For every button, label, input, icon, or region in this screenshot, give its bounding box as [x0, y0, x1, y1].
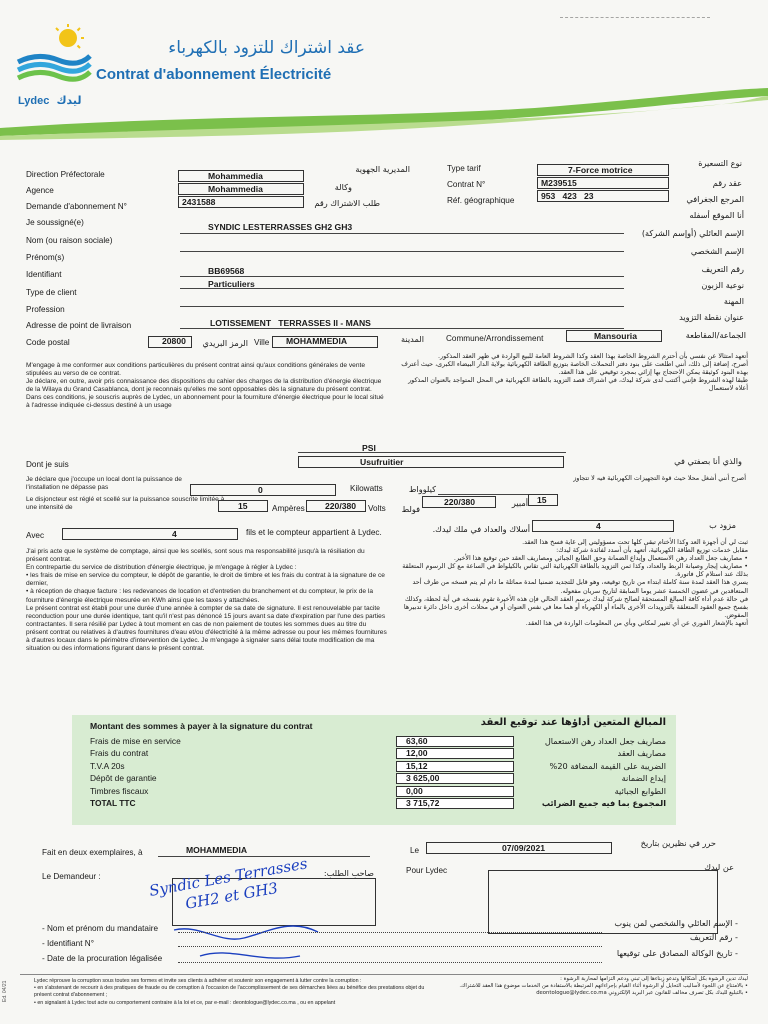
label-adresse: Adresse de point de livraison [26, 321, 132, 330]
field-label-agence: Agence [26, 186, 54, 195]
ar-mandataire-id: - رقم التعريف [690, 932, 738, 942]
ar-nom: الإسم العائلي (أوإسم الشركة) [641, 228, 744, 238]
label-code-postal: Code postal [26, 338, 70, 347]
conditions-fr-3: • les frais de mise en service du compteur, le dépôt de garantie, le droit de timbre et les frais du contrat à la signature de ce dernier, [26, 572, 385, 588]
field-ar-direction: المديرية الجهوية [355, 164, 410, 174]
engagement-ar [398, 352, 748, 392]
amount-label: Dépôt de garantie [90, 773, 157, 784]
label-type-client: Type de client [26, 288, 77, 297]
value-volt: 220/380 [325, 501, 357, 511]
conditions-ar-1: ثبت لي أن أجهزة العد وكذا الأختام تبقى كلها تحت مسؤوليتي إلى غاية فسخ هذا العقد. [522, 538, 748, 546]
ar-commune: الجماعة/المقاطعة [685, 330, 746, 340]
title-ar: عقد اشتراك للتزود بالكهرباء [168, 38, 365, 58]
amounts-title-ar: المبالغ المتعين أداؤها عند توقيع العقد [480, 717, 666, 728]
logo-text-fr: Lydec [18, 95, 50, 107]
line-nom [180, 233, 624, 234]
label-kw: Kilowatts [350, 484, 383, 493]
footer-divider [20, 974, 748, 975]
line-prenom [180, 251, 624, 252]
line-adresse [180, 328, 624, 329]
engagement-ar-1: أتعهد امتثالا عن نفسي بأن أحترم الشروط الخاصة بهذا العقد وكذا الشروط العامة للبيع الواردة في ظهر العقد المذكور. [437, 352, 748, 360]
logo-text-ar: ليدك [56, 94, 82, 107]
amount-value: 3 625,00 [406, 773, 440, 784]
box-fils-ar [532, 520, 674, 532]
amount-value: 0,00 [406, 785, 423, 796]
field-value-tarif: 7-Force motrice [568, 165, 633, 175]
amount-row-total [72, 797, 676, 809]
amount-row [72, 735, 676, 747]
box-kw [190, 484, 336, 496]
field-ar-ref: المرجع الجغرافي [686, 194, 744, 204]
value-type-client: Particuliers [208, 279, 255, 289]
field-value-ref: 953 423 23 [541, 191, 594, 201]
conditions-ar-6: في حالة عدم أداء كافة المبالغ المستحقة لصالح شركة ليدك برسم العقد الحالي فإن هذه الأخيرة تقوم بفسخه في أية لحظة، وكذلك بفسخ جميع العقود المتعلقة بالتزويدات الأخرى بالماء أو الكهرباء أو هما معا في نفس العنوان أو في محلات أخرى داخل دائرة تدبيرها المفوض. [403, 594, 748, 619]
conditions-fr-4: • à réception de chaque facture : les redevances de location et d'entretien du branchement et du compteur, le prix de la fourniture d'énergie électrique mesurée en KWh ainsi que les taxes y attachées. [26, 588, 374, 604]
amount-label: T.V.A 20s [90, 760, 125, 771]
box-fils [62, 528, 238, 540]
field-label-ref: Réf. géographique [447, 196, 515, 205]
amount-label: Frais de mise en service [90, 736, 181, 746]
value-nom: SYNDIC LESTERRASSES GH2 GH3 [208, 222, 353, 232]
footer-ar-3: • بالتبليغ لليدك بكل تصرف مخالف للقانون عبر البريد الإلكتروني deontologue@lydec.co.ma [536, 990, 748, 997]
ar-ville: المدينة [401, 334, 424, 344]
ar-fait: حرر في نظيرين بتاريخ [640, 838, 716, 848]
line-mandataire-nom [178, 932, 602, 933]
label-ville: Ville [254, 338, 270, 347]
field-label-direction: Direction Préfectorale [26, 170, 105, 179]
ar-demandeur: صاحب الطلب: [323, 868, 374, 878]
conditions-ar-3: • مصاريف جعل العداد رهن الاستعمال وإيداع الضمانة وحق الطابع الجبائي ومصاريف العقد حين توقيع هذا الأخير. [453, 554, 748, 563]
value-occupancy: Usufruitier [360, 457, 404, 467]
label-volt: Volts [368, 504, 386, 513]
ar-volt: فولط [401, 504, 420, 514]
ar-amp: أمبير [511, 498, 528, 508]
label-mandataire-nom: - Nom et prénom du mandataire [42, 924, 159, 933]
amount-ar: مصاريف جعل العداد رهن الاستعمال [544, 736, 666, 746]
box-occupancy [298, 456, 564, 468]
conditions-fr [26, 548, 388, 653]
line-fait [158, 856, 370, 857]
label-mandataire-id: - Identifiant N° [42, 939, 94, 948]
field-value-direction: Mohammedia [208, 171, 263, 181]
amount-row [72, 785, 676, 797]
value-volt-ar: 220/380 [444, 497, 476, 507]
ar-mandataire-date: - تاريخ الوكالة المصادق على توقيعها [616, 948, 738, 958]
engagement-fr-2: Je déclare, en outre, avoir pris connaissance des dispositions du cahier des charges de la distribution d'énergie électrique de la Wilaya du Grand Casablanca, dont je reconnais qu'elles me sont opposables dès la signature du présent contrat. [26, 378, 382, 394]
label-le: Le [410, 846, 420, 855]
engagement-ar-2: أصرح، إضافة إلى ذلك، أنني اطلعت على بنود دفتر التحملات الخاصة بتوزيع الطاقة الكهربائية بولاية الدار البيضاء الكبرى، حيث أعترف بهذه البنود كوثيقة يمكن الاحتجاج بها إزائي بمجرد توقيعي على هذا العقد. [401, 360, 748, 377]
footer-fr [34, 978, 442, 1007]
line-usage [298, 452, 566, 453]
amount-label: Frais du contrat [90, 748, 149, 759]
conditions-fr-1: J'ai pris acte que le système de comptage, ainsi que les scellés, sont sous ma responsabilité jusqu'à la résiliation du présent contrat. [26, 548, 365, 564]
amount-label: Timbres fiscaux [90, 785, 149, 796]
value-ville: MOHAMMEDIA [286, 336, 348, 346]
header [0, 0, 768, 140]
label-avec: Avec [26, 531, 45, 540]
value-fils-ar: 4 [596, 521, 601, 531]
field-ar-agence: وكالة [334, 182, 352, 192]
lydec-logo-icon [14, 22, 94, 84]
page-title: Contrat d'abonnement Électricité [96, 66, 332, 83]
ar-adresse: عنوان نقطة التزويد [679, 312, 744, 322]
ar-code-postal: الرمز البريدي [202, 338, 248, 348]
field-ar-contrat: عقد رقم [712, 178, 742, 188]
label-profession: Profession [26, 305, 65, 314]
value-fils: 4 [172, 529, 177, 539]
field-label-contrat: Contrat N° [447, 180, 486, 189]
field-value-agence: Mohammedia [208, 184, 263, 194]
field-label-demande: Demande d'abonnement N° [26, 202, 127, 211]
ar-dont: والذي أنا بصفتي في [674, 456, 742, 466]
amount-value: 12,00 [406, 748, 428, 759]
label-soussigne: Je soussigné(e) [26, 218, 84, 227]
amount-ar: الطوابع الجبائية [614, 785, 666, 796]
value-adresse: LOTISSEMENT TERRASSES II - MANS [210, 318, 371, 328]
footer-fr-2: • en s'abstenant de recourir à des pratiques de fraude ou de corruption à l'occasion de l'accomplissement de ses démarches liées au bénéfice des prestations objet du présent contrat d'abonnement ; [34, 985, 425, 999]
engagement-fr-1: M'engage à me conformer aux conditions particulières du présent contrat ainsi qu'aux conditions générales de vente stipulées au verso de ce contrat. [26, 362, 365, 378]
engagement-ar-3: طبقا لهذه الشروط فإنني أكتتب لدى شركة ليدك، في اشتراك قصد التزويد بالطاقة الكهربائية في المحل المتواجد بالعنوان المذكور أعلاه لاستعمال [408, 376, 748, 393]
engagement-fr [26, 362, 386, 411]
label-prenom: Prénom(s) [26, 253, 65, 262]
label-mandataire-date: - Date de la procuration légalisée [42, 954, 163, 963]
handwritten-signature: Syndic Les Terrasses GH2 et GH3 [147, 854, 309, 913]
label-amp: Ampères [272, 504, 305, 513]
ar-prenom: الإسم الشخصي [690, 246, 744, 256]
label-pour-lydec: Pour Lydec [406, 866, 448, 875]
amounts-rows [72, 735, 676, 821]
line-profession [180, 306, 624, 307]
value-fait: MOHAMMEDIA [186, 845, 248, 855]
ar-fils: أسلاك والعداد في ملك ليدك. [432, 524, 530, 534]
amount-row [72, 747, 676, 759]
label-fils: fils et le compteur appartient à Lydec. [246, 528, 382, 537]
amount-row [72, 772, 676, 784]
engagement-fr-3: Dans ces conditions, je souscris auprès de Lydec, un abonnement pour la fourniture d'énergie électrique pour le local situé à l'adresse indiquée ci-dessus destiné à un usage [26, 394, 384, 410]
value-amp-ar: 15 [537, 495, 547, 505]
conditions-ar-2: مقابل خدمات توزيع الطاقة الكهربائية، أتعهد بأن أسدد لفائدة شركة ليدك: [556, 546, 748, 555]
amount-ar: الضريبة على القيمة المضافة 20% [549, 760, 666, 771]
value-commune: Mansouria [594, 331, 637, 341]
value-date: 07/09/2021 [502, 843, 546, 853]
label-fait: Fait en deux exemplaires, à [42, 848, 143, 857]
field-label-tarif: Type tarif [447, 164, 481, 173]
value-usage: PSI [362, 443, 376, 453]
amount-ar: إيداع الضمانة [621, 773, 666, 784]
conditions-ar [396, 538, 748, 627]
footer-ar-1: ليدك تدين الرشوة بكل أشكالها وتدعو زبناءها إلى تبني ودعم التزامها لمحاربة الرشوة : [560, 976, 748, 982]
ar-pour-lydec: عن ليدك [704, 862, 734, 872]
conditions-ar-7: أتعهد بالإشعار الفوري عن أي تغيير لمكاني وبأي من المعلومات الواردة في هذا العقد. [525, 618, 748, 627]
ar-mandataire-nom: - الإسم العائلي والشخصي لمن ينوب [614, 918, 738, 928]
conditions-fr-2: En contrepartie du service de distribution d'énergie électrique, je m'engage à régler à Lydec : [26, 564, 297, 572]
footer-ar-2: • بالامتناع عن اللجوء لأساليب التحايل أو الرشوة أثناء القيام بإجراءاتهم المرتبطة بالاستفادة من الخدمات موضوع هذا العقد للاشتراك. [459, 983, 748, 990]
handwritten-scribble [560, 6, 710, 18]
footer-ar [450, 976, 748, 998]
header-wave-decoration [0, 84, 768, 140]
line-identifiant [180, 276, 624, 277]
line-mandataire-id [178, 946, 602, 947]
field-value-demande: 2431588 [182, 197, 216, 207]
field-value-contrat: M239515 [541, 178, 577, 188]
conditions-fr-5: Le présent contrat est établi pour une durée d'une année à compter de sa date de signature. Il est renouvelable par tacite reconduction pour une durée identique, tant qu'il n'est pas dénoncé 15 jours avant sa date d'expiration par l'une des parties contractantes. Il sera résilié par Lydec à tout moment en cas de non paiement de toutes les sommes dues au titre du présent contrat ou relatives à d'autres fournitures d'eau et/ou d'électricité à la même adresse ou pour les mêmes fournitures à d'autres locaux dans le périmètre d'intervention de Lydec. Je m'engage à signaler sans délai toute modification de ma situation ou des informations figurant dans le présent contrat. [26, 604, 387, 653]
value-kw: 0 [258, 485, 263, 495]
label-dont: Dont je suis [26, 460, 69, 469]
label-nom: Nom (ou raison sociale) [26, 236, 113, 245]
puissance-disj-fr: Le disjoncteur est réglé et scellé sur la puissance souscrite limitée à une intensité de [26, 496, 225, 512]
amounts-title-fr: Montant des sommes à payer à la signature du contrat [90, 721, 313, 731]
footer-fr-1: Lydec réprouve la corruption sous toutes ses formes et invite ses clients à adhérer et soutenir son engagement à lutter contre la corruption : [34, 978, 362, 984]
field-ar-demande: طلب الاشتراك رقم [314, 198, 380, 208]
field-ar-tarif: نوع التسعيرة [698, 158, 742, 168]
label-commune: Commune/Arrondissement [446, 334, 544, 343]
value-identifiant: BB69568 [208, 266, 245, 276]
conditions-ar-4: • مصاريف إيجار وصيانة الربط والعداد، وكذا ثمن التزويد بالطاقة الكهربائية التي تقاس بالكيلواط في الساعة مع كل الرسوم المتعلقة بذلك عند استلام كل فاتورة. [402, 562, 748, 579]
label-identifiant: Identifiant [26, 270, 62, 279]
value-amp: 15 [238, 501, 248, 511]
ar-soussigne: أنا الموقع أسفله [689, 210, 744, 220]
label-demandeur: Le Demandeur : [42, 872, 101, 881]
ar-profession: المهنة [723, 296, 744, 306]
value-code-postal: 20800 [162, 336, 186, 346]
amount-ar-total: المجموع بما فيه جميع الضرائب [541, 798, 666, 808]
puissance-decl-fr: Je déclare que j'occupe un local dont la puissance de l'installation ne dépasse pas [26, 476, 182, 492]
ar-identifiant: رقم التعريف [701, 264, 744, 274]
amount-value-total: 3 715,72 [406, 798, 440, 808]
ar-kw: كيلوواط [408, 484, 436, 494]
amount-value: 63,60 [406, 736, 428, 746]
line-mandataire-date [178, 962, 602, 963]
amount-value: 15,12 [406, 760, 428, 771]
puissance-decl-ar: أصرح أنني أشغل محلا حيث قوة التجهيزات الكهربائية فيه لا تتجاوز [573, 474, 746, 482]
amount-label-total: TOTAL TTC [90, 798, 136, 808]
ar-mzawad: مزود ب [709, 520, 736, 530]
side-code: Ed. 04/21 [2, 980, 8, 1002]
amount-row [72, 760, 676, 772]
ar-type-client: نوعية الزبون [701, 280, 744, 290]
handwritten-scribble-icon [160, 860, 380, 970]
footer-fr-3: • en signalant à Lydec tout acte ou comportement contraire à la loi et ce, par e-mail : deontologue@lydec.co.ma , ou en appelant [34, 999, 336, 1006]
amount-ar: مصاريف العقد [617, 748, 666, 759]
amounts-panel [72, 715, 676, 825]
conditions-ar-5: يسري هذا العقد لمدة سنة كاملة ابتداء من تاريخ توقيعه، وهو قابل للتجديد ضمنيا لمدة مماثلة ما دام لم يتم فسخه من طرف أحد المتعاقدين في غضون الخمسة عشر يوما السابقة لتاريخ سريان مفعوله. [412, 578, 748, 595]
